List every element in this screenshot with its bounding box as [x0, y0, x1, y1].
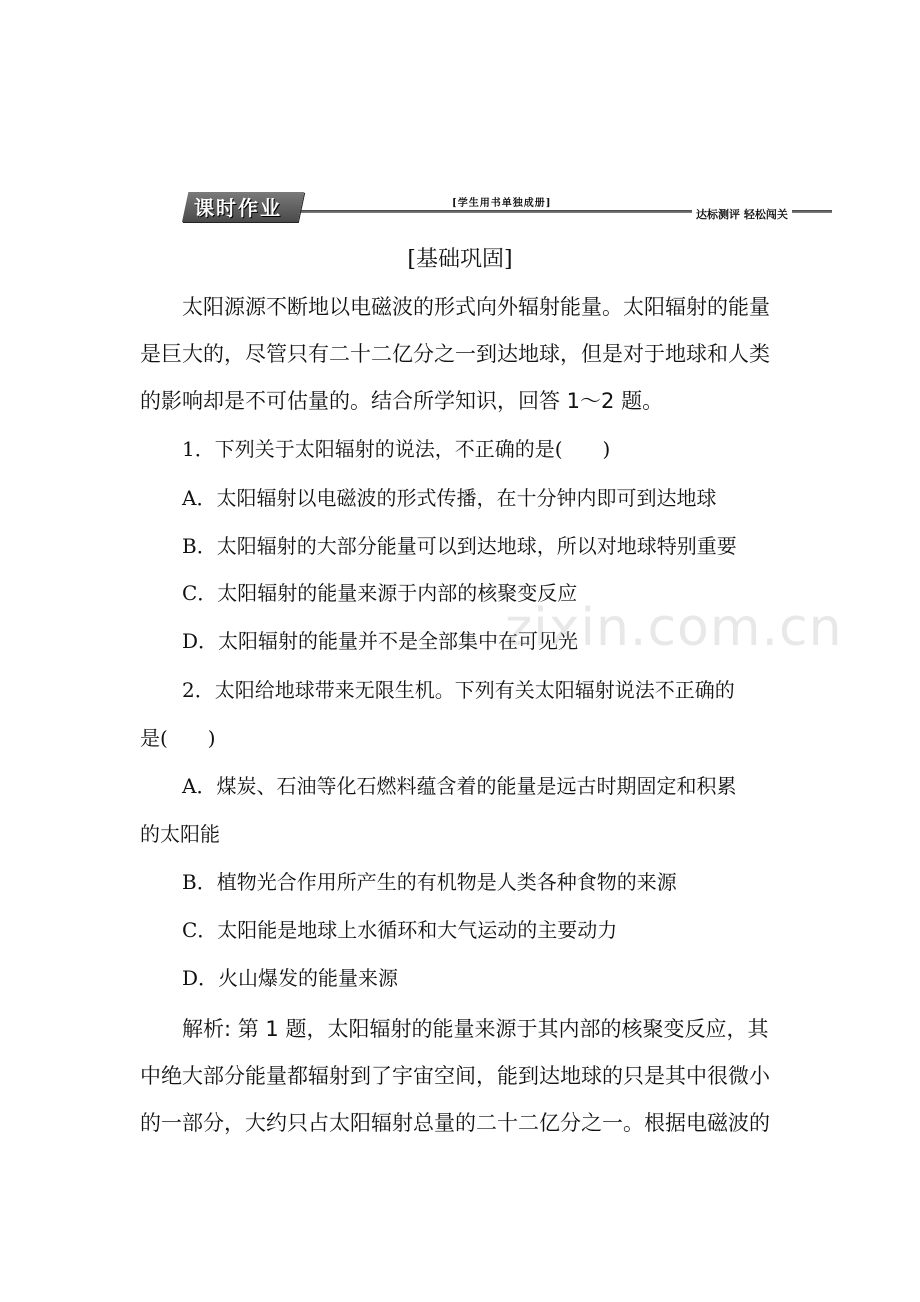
question-2-stem-line-2: 是( ): [140, 726, 216, 750]
question-1-option-c: C．太阳辐射的能量来源于内部的核聚变反应: [182, 581, 578, 605]
question-1-stem: 1．下列关于太阳辐射的说法，不正确的是( ): [182, 437, 611, 461]
question-2-option-d: D．火山爆发的能量来源: [182, 966, 399, 990]
question-1-option-a: A．太阳辐射以电磁波的形式传播，在十分钟内即可到达地球: [182, 486, 717, 510]
watermark: zixin.com.cn: [505, 598, 843, 658]
header-badge-label: 课时作业: [194, 196, 282, 220]
header-note: [学生用书单独成册]: [452, 198, 552, 209]
intro-paragraph: 太阳源源不断地以电磁波的形式向外辐射能量。太阳辐射的能量是巨大的，尽管只有二十二亿分之一到达地球，但是对于地球和人类的影响却是不可估量的。结合所学知识，回答 1～2 题。: [140, 295, 770, 413]
question-2-option-a-line-2: 的太阳能: [140, 822, 220, 846]
question-2-option-c: C．太阳能是地球上水循环和大气运动的主要动力: [182, 918, 618, 942]
question-2-option-b: B．植物光合作用所产生的有机物是人类各种食物的来源: [182, 870, 677, 894]
analysis-paragraph: 解析: 第 1 题，太阳辐射的能量来源于其内部的核聚变反应，其中绝大部分能量都辐射到了宇宙空间，能到达地球的只是其中很微小的一部分，大约只占太阳辐射总量的二十二亿分之一。根据电磁波的: [140, 1017, 770, 1135]
question-2-option-a-line-1: A．煤炭、石油等化石燃料蕴含着的能量是远古时期固定和积累: [182, 774, 737, 798]
header-right-label: 达标测评 轻松闯关: [692, 206, 792, 222]
question-2-stem-line-1: 2．太阳给地球带来无限生机。下列有关太阳辐射说法不正确的: [182, 678, 735, 702]
page-header: [182, 188, 832, 228]
question-1-option-b: B．太阳辐射的大部分能量可以到达地球，所以对地球特别重要: [182, 534, 737, 558]
question-1-option-d: D．太阳辐射的能量并不是全部集中在可见光: [182, 629, 579, 653]
section-title: [基础巩固]: [407, 247, 513, 272]
